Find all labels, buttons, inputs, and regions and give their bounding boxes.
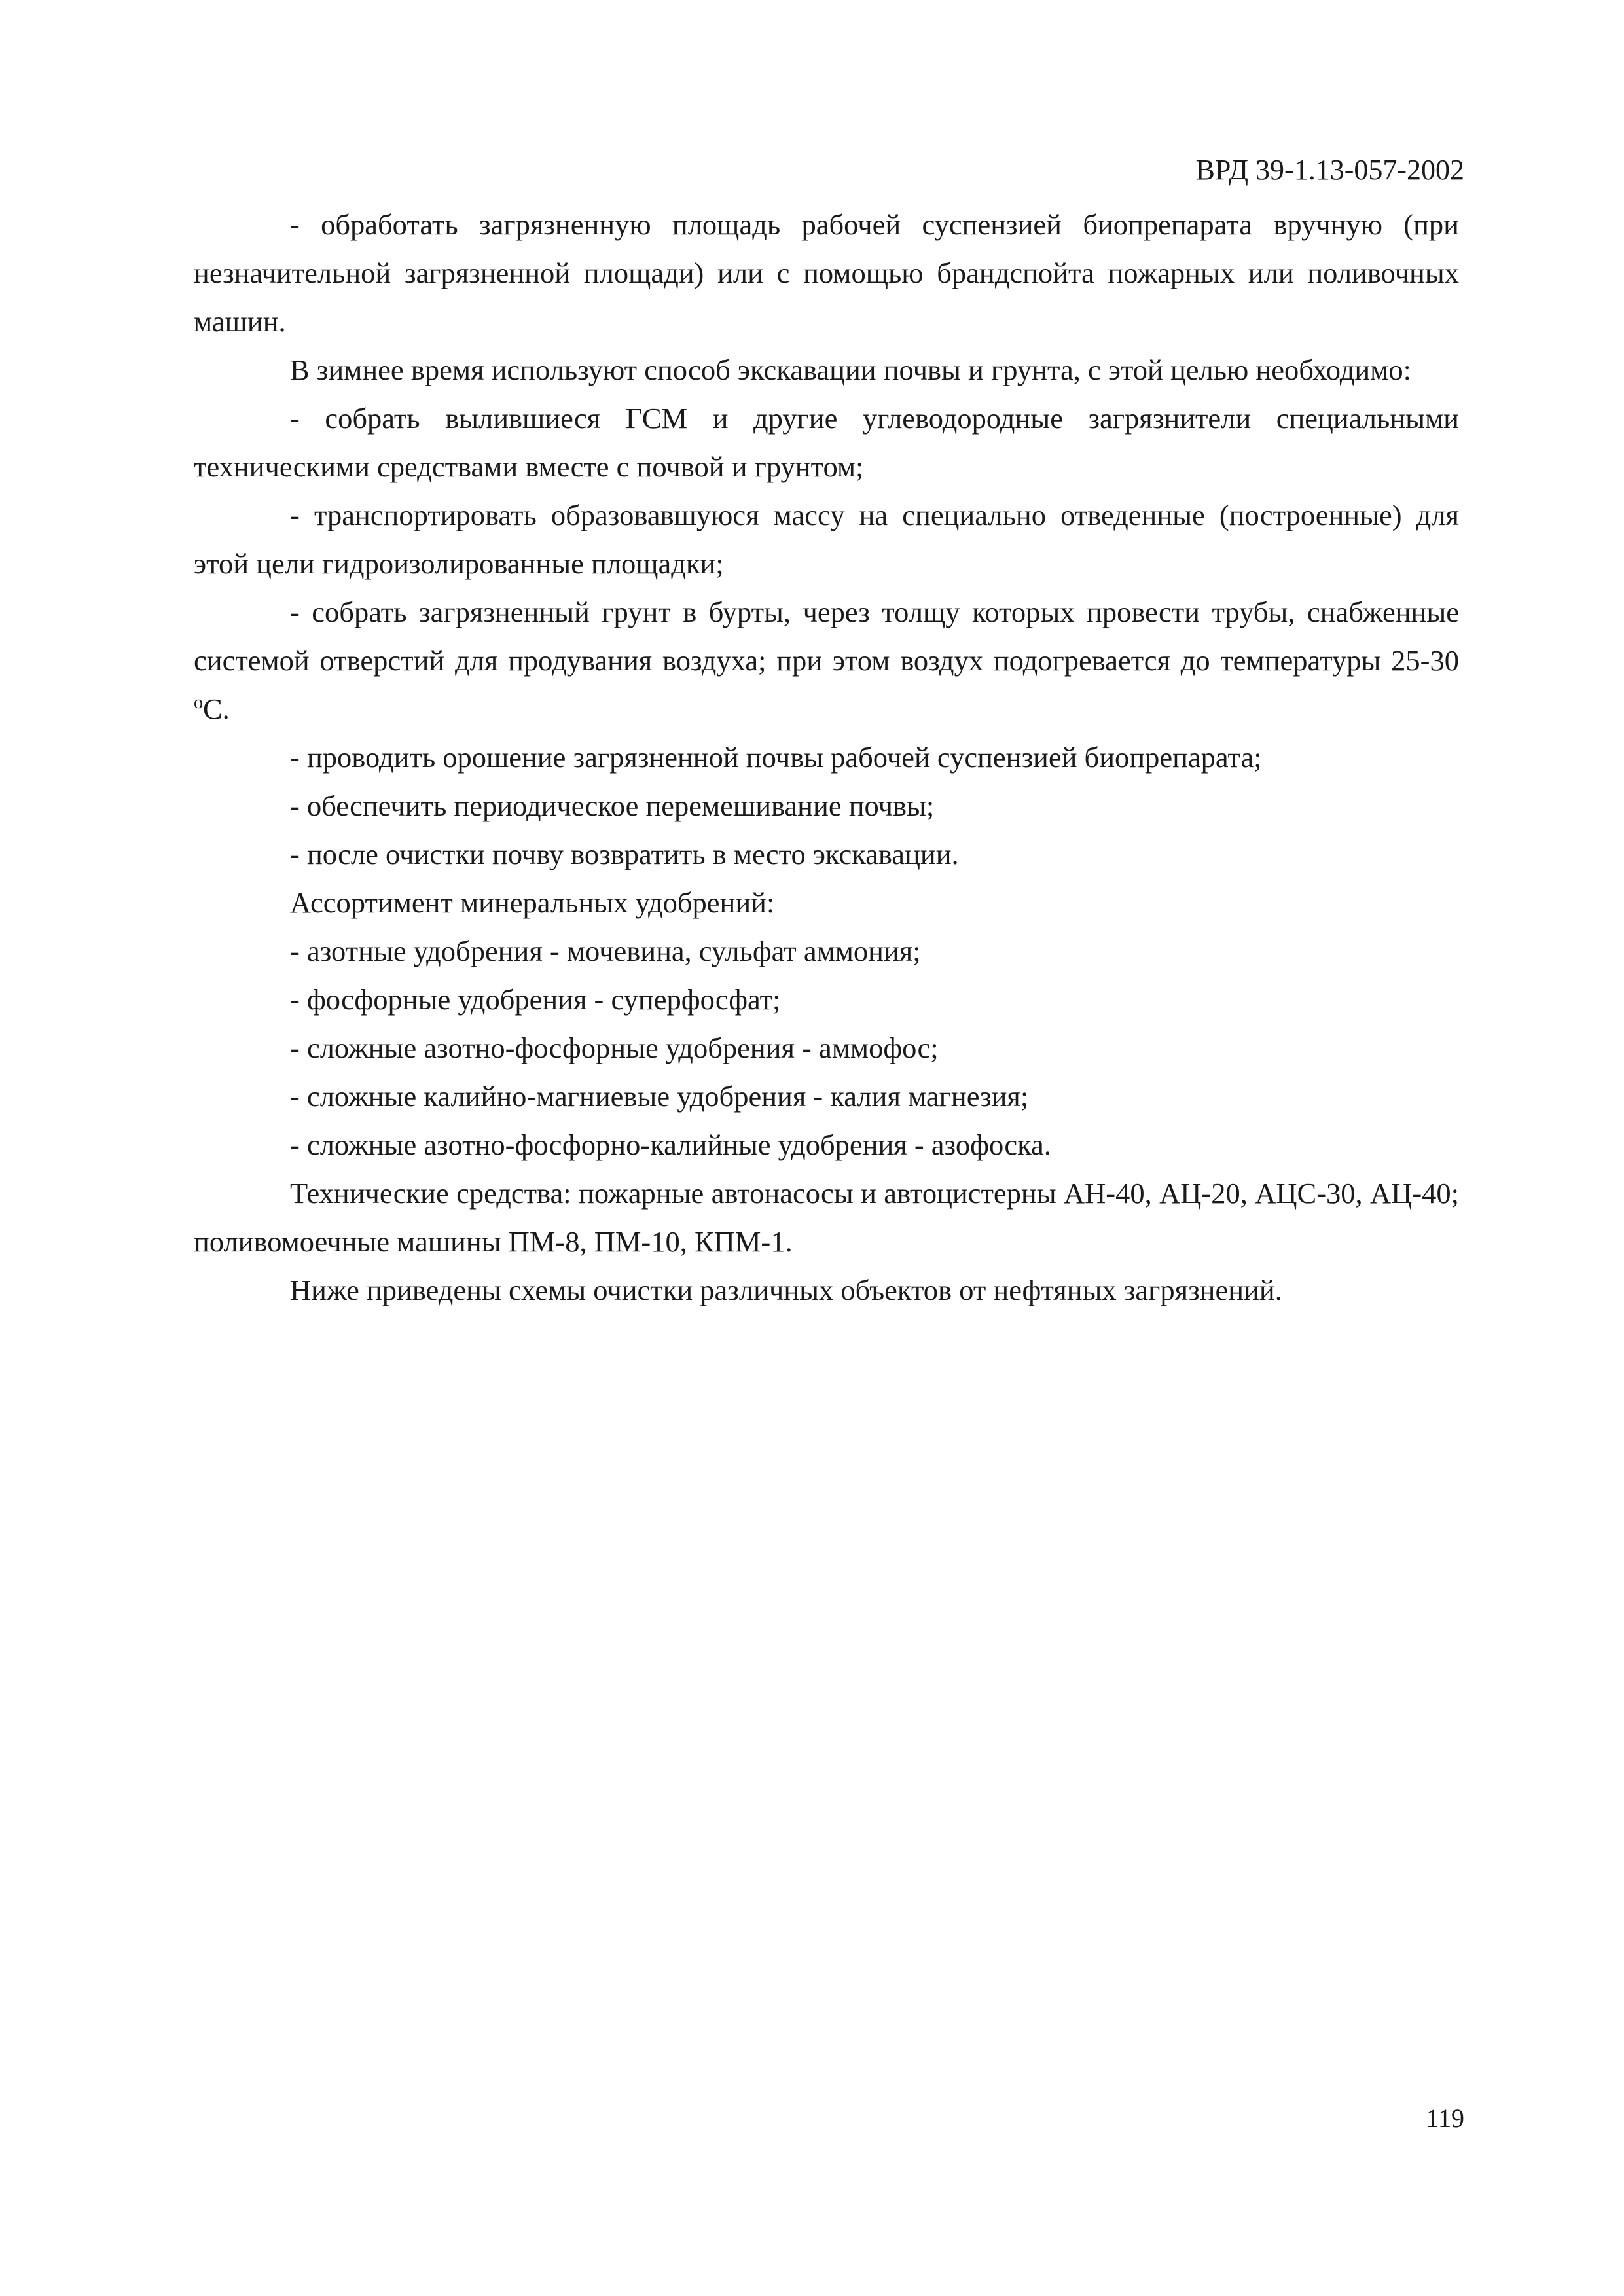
paragraph-transport-mass: - транспортировать образовавшуюся массу на специально отведенные (построенные) для этой цели гидроизолированные площадки; xyxy=(194,499,1459,580)
paragraph-irrigation: - проводить орошение загрязненной почвы рабочей суспензией биопрепарата; xyxy=(290,741,1262,774)
paragraph-collect-soil-heaps-text: - собрать загрязненный грунт в бурты, через толщу которых провести трубы, снабженные системой отверстий для продувания воздуха; при этом воздух подогревается до температуры 25-30 xyxy=(194,596,1459,677)
paragraph-technical-means: Технические средства: пожарные автонасосы и автоцистерны АН-40, АЦ-20, АЦС-30, АЦ-40; поливомоечные машины ПМ-8, ПМ-10, КПМ-1. xyxy=(194,1177,1459,1258)
paragraph-schemes-intro: Ниже приведены схемы очистки различных объектов от нефтяных загрязнений. xyxy=(290,1274,1282,1306)
paragraph-collect-fuel: - собрать вылившиеся ГСМ и другие углеводородные загрязнители специальными техническими средствами вместе с почвой и грунтом; xyxy=(194,402,1459,483)
list-item-potassium-magnesium: - сложные калийно-магниевые удобрения - калия магнезия; xyxy=(290,1080,1029,1113)
paragraph-fertilizer-assortment: Ассортимент минеральных удобрений: xyxy=(290,886,775,919)
body-text xyxy=(194,200,1459,1314)
paragraph-collect-soil-heaps xyxy=(194,588,1459,733)
paragraph-return-soil: - после очистки почву возвратить в место экскавации. xyxy=(290,838,959,870)
paragraph-collect-soil-heaps-end: С. xyxy=(203,692,230,725)
paragraph-mixing: - обеспечить периодическое перемешивание почвы; xyxy=(290,789,935,822)
list-item-phosphorus: - фосфорные удобрения - суперфосфат; xyxy=(290,983,781,1016)
page-number: 119 xyxy=(1426,2104,1464,2133)
list-item-nitrogen-phosphorus: - сложные азотно-фосфорные удобрения - аммофос; xyxy=(290,1031,939,1064)
list-item-nitrogen: - азотные удобрения - мочевина, сульфат аммония; xyxy=(290,935,921,967)
paragraph-treat-area: - обработать загрязненную площадь рабочей суспензией биопрепарата вручную (при незначительной загрязненной площади) или с помощью брандспойта пожарных или поливочных машин. xyxy=(194,208,1459,338)
document-code: ВРД 39-1.13-057-2002 xyxy=(1195,154,1464,186)
degree-sign: о xyxy=(194,692,203,713)
paragraph-winter-method: В зимнее время используют способ экскавации почвы и грунта, с этой целью необходимо: xyxy=(290,353,1411,386)
list-item-npk: - сложные азотно-фосфорно-калийные удобрения - азофоска. xyxy=(290,1128,1051,1161)
